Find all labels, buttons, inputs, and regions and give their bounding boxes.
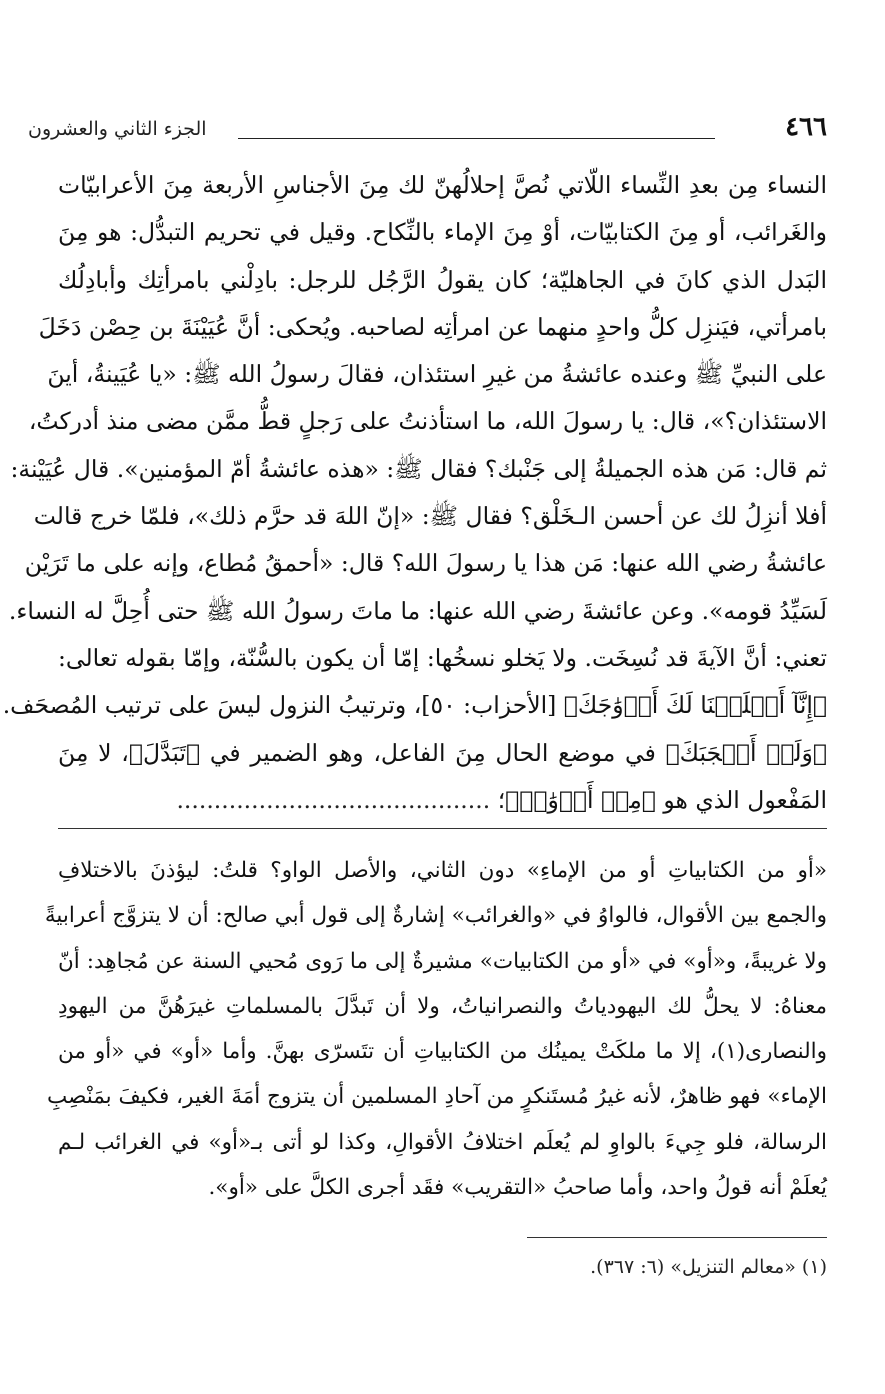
header-rule bbox=[238, 138, 715, 139]
commentary-line: الرسالة، فلو جِيءَ بالواوِ لم يُعلَم اختلافُ الأقوالِ، وكذا لو أتى بـ«أو» في الغرائب لـم bbox=[58, 1129, 827, 1155]
commentary-line: يُعلَمْ أنه قولُ واحد، وأما صاحبُ «التقريب» فقَد أجرى الكلَّ على «أو». bbox=[208, 1175, 827, 1201]
header-title: الجزء الثاني والعشرون bbox=[28, 118, 207, 140]
main-line: البَدل الذي كانَ في الجاهليّة؛ كان يقولُ الرَّجُل للرجل: بادِلْني بامرأتِك وأبادِلُك bbox=[58, 265, 827, 294]
main-line: لَسَيِّدُ قومه». وعن عائشةَ رضي الله عنها: ما ماتَ رسولُ الله ﷺ حتى أُحِلَّ له النساء. bbox=[8, 596, 827, 625]
main-line: والغَرائب، أو مِنَ الكتابيّات، أوْ مِنَ الإماء بالنِّكاح. وقيل في تحريم التبدُّل: هو مِنَ bbox=[58, 218, 827, 247]
main-line-last bbox=[58, 777, 827, 824]
main-line: الاستئذان؟»، قال: يا رسولَ الله، ما استأذنتُ على رَجلٍ قطُّ ممَّن مضى منذ أدركتُ، bbox=[28, 407, 827, 436]
main-line: عائشةُ رضي الله عنها: مَن هذا يا رسولَ الله؟ قال: «أحمقُ مُطاع، وإنه على ما تَرَيْن bbox=[24, 549, 827, 578]
main-line: ثم قال: مَن هذه الجميلةُ إلى جَنْبك؟ فقال ﷺ: «هذه عائشةُ أمّ المؤمنين». قال عُيَيْنة: bbox=[10, 454, 827, 483]
main-line: بامرأتي، فيَنزِل كلُّ واحدٍ منهما عن امرأتِه لصاحبه. ويُحكى: أنَّ عُيَيْنَةَ بن حِصْن دَخَلَ bbox=[38, 312, 827, 341]
commentary-text bbox=[44, 848, 827, 1210]
main-line: ﴿وَلَوۡ أَعۡجَبَكَ﴾ في موضع الحال مِنَ الفاعل، وهو الضمير في ﴿تَبَدَّلَ﴾، لا مِنَ bbox=[58, 738, 827, 767]
main-line: على النبيِّ ﷺ وعنده عائشةُ من غيرِ استئذان، فقالَ رسولُ الله ﷺ: «يا عُيَينةُ، أينَ bbox=[47, 360, 827, 389]
page-header bbox=[28, 108, 827, 148]
main-line: النساء مِن بعدِ النِّساء اللّاتي نُصَّ إحلالُهنّ لك مِنَ الأجناسِ الأربعة مِنَ الأعرابيّات bbox=[58, 171, 827, 199]
footnote-rule bbox=[527, 1237, 827, 1238]
page-number: ٤٦٦ bbox=[785, 112, 827, 142]
commentary-line: والنصارى(١)، إلا ما ملكَتْ يمينُك من الكتابياتِ أن تتَسرّى بهنَّ. وأما «أو» في «أو من bbox=[58, 1039, 827, 1065]
main-text bbox=[2, 162, 827, 824]
text-separator bbox=[58, 828, 827, 829]
commentary-line: «أو من الكتابياتِ أو من الإماءِ» دون الثاني، والأصل الواو؟ قلتُ: ليؤذنَ بالاختلافِ bbox=[58, 858, 827, 883]
dotted-leader: .......................................... bbox=[176, 785, 491, 814]
main-line: ﴿إِنَّآ أَحۡلَلۡنَا لَكَ أَزۡوَٰجَكَ﴾ [الأحزاب: ٥٠]، وترتيبُ النزول ليسَ على ترتيب المُصحَف. bbox=[2, 691, 827, 720]
main-line: أفلا أنزِلُ لك عن أحسن الـخَلْق؟ فقال ﷺ: «إنّ اللهَ قد حرَّم ذلك»، فلمّا خرج قالت bbox=[33, 502, 827, 531]
main-line-text: المَفْعول الذي هو ﴿مِنۡ أَزۡوَٰجٖ﴾؛ bbox=[497, 785, 827, 814]
commentary-line: الإماء» فهو ظاهرٌ، لأنه غيرُ مُستَنكرٍ من آحادِ المسلمين أن يتزوج أمَةَ الغير، فكيفَ بمَنْصِبِ bbox=[46, 1084, 827, 1110]
commentary-line: والجمع بين الأقوال، فالواوُ في «والغرائب» إشارةٌ إلى قول أبي صالح: أن لا يتزوَّج أعرابيةً bbox=[44, 903, 827, 929]
footnote: (١) «معالم التنزيل» (٦: ٣٦٧). bbox=[590, 1256, 827, 1278]
commentary-line: ولا غريبةً، و«أو» في «أو من الكتابيات» مشيرةٌ إلى ما رَوى مُحيي السنة عن مُجاهِد: أنّ bbox=[58, 948, 827, 974]
commentary-line: معناهُ: لا يحلُّ لك اليهودياتُ والنصرانياتُ، ولا أن تَبدَّلَ بالمسلماتِ غيرَهُنَّ من اليهودِ bbox=[58, 993, 827, 1019]
main-line: تعني: أنَّ الآيةَ قد نُسِخَت. ولا يَخلو نسخُها: إمّا أن يكون بالسُّنّة، وإمّا بقوله تعالى: bbox=[58, 643, 827, 672]
